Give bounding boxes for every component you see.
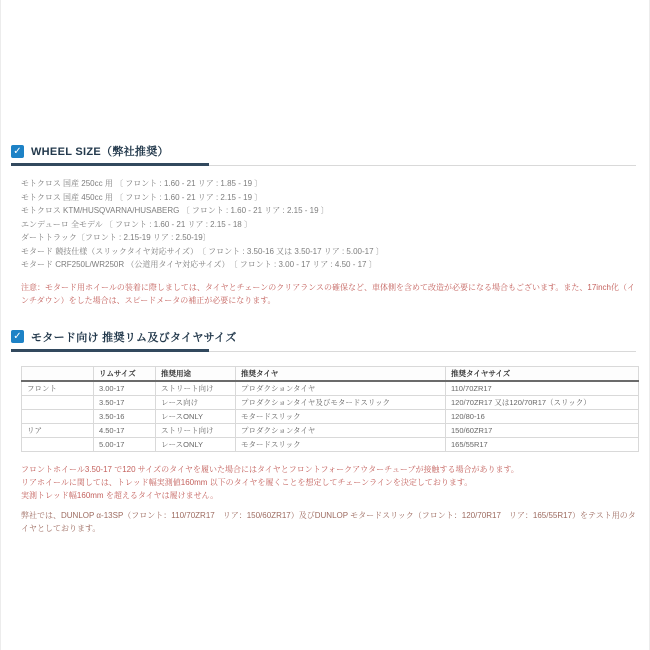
red-note-line: フロントホイール3.50-17 で120 サイズのタイヤを履いた場合にはタイヤとフロントフォークアウターチューブが接触する場合があります。: [21, 464, 519, 474]
rim-size-cell: 3.50-17: [94, 395, 156, 409]
use-cell: ストリート向け: [156, 381, 236, 396]
section-motard-sizes: [11, 329, 636, 535]
table-row: [22, 381, 639, 396]
wheel-size-title: WHEEL SIZE（弊社推奨）: [31, 146, 169, 158]
rim-size-cell: 5.00-17: [94, 437, 156, 451]
list-item: モトクロス KTM/HUSQVARNA/HUSABERG 〔 フロント : 1.60 - 21 リア : 2.15 - 19 〕: [21, 206, 329, 215]
row-label-cell: [22, 395, 94, 409]
use-cell: レース向け: [156, 395, 236, 409]
red-notes: [21, 463, 636, 502]
use-cell: レースONLY: [156, 409, 236, 423]
red-note-line: 実測トレッド幅160mm を超えるタイヤは履けません。: [21, 490, 219, 500]
table-row: [22, 409, 639, 423]
tire-cell: モタードスリック: [236, 409, 446, 423]
wheel-size-header: [11, 143, 636, 159]
tire-cell: プロダクションタイヤ: [236, 381, 446, 396]
header-cell-use: 推奨用途: [156, 366, 236, 381]
page-content: [1, 0, 649, 535]
checkbox-icon: ✓: [11, 330, 24, 343]
use-cell: ストリート向け: [156, 423, 236, 437]
list-item: モタード 競技仕様（スリックタイヤ対応サイズ） 〔 フロント : 3.50-16 又は 3.50-17 リア : 5.00-17 〕: [21, 246, 384, 256]
motard-sizes-title: モタード向け 推奨リム及びタイヤサイズ: [31, 331, 237, 344]
rim-size-cell: 4.50-17: [94, 423, 156, 437]
tire-cell: プロダクションタイヤ: [236, 423, 446, 437]
tire-size-cell: 120/70ZR17 又は120/70R17（スリック）: [446, 395, 639, 409]
section-divider: [11, 349, 636, 352]
header-cell-blank: [22, 366, 94, 381]
header-cell-rim-size: リムサイズ: [94, 366, 156, 381]
list-item: エンデューロ 全モデル 〔 フロント : 1.60 - 21 リア : 2.15 - 18 〕: [21, 219, 252, 229]
tire-size-cell: 120/80-16: [446, 409, 639, 423]
red-note-line: リアホイールに関しては、トレッド幅実測値160mm 以下のタイヤを履くことを想定してチェーンラインを決定しております。: [21, 477, 473, 487]
wheel-size-list: [11, 177, 636, 272]
section-divider: [11, 163, 636, 166]
table-header-row: [22, 366, 639, 381]
header-cell-tire-size: 推奨タイヤサイズ: [446, 366, 639, 381]
use-cell: レースONLY: [156, 437, 236, 451]
list-item: モタード CRF250L/WR250R （公道用タイヤ対応サイズ） 〔 フロント : 3.00 - 17 リア : 4.50 - 17 〕: [21, 260, 377, 269]
caution-note: 注意：モタード用ホイールの装着に際しましては、タイヤとチェーンのクリアランスの確保など、車体側を含めて改造が必要になる場合もございます。また、17inch化（インチダウン）をした場合は、スピードメータの補正が必要になります。: [21, 282, 635, 305]
tire-size-cell: 150/60ZR17: [446, 423, 639, 437]
list-item: ダートトラック〔フロント : 2.15-19 リア : 2.50-19〕: [21, 233, 211, 242]
rim-size-cell: 3.00-17: [94, 381, 156, 396]
section-wheel-size: [11, 143, 636, 307]
row-label-cell: リア: [22, 423, 94, 437]
rim-tire-table: [21, 366, 639, 452]
tire-size-cell: 165/55R17: [446, 437, 639, 451]
checkbox-icon: ✓: [11, 145, 24, 158]
row-label-cell: [22, 409, 94, 423]
row-label-cell: [22, 437, 94, 451]
header-cell-tire: 推奨タイヤ: [236, 366, 446, 381]
motard-sizes-header: [11, 329, 636, 345]
table-row: [22, 395, 639, 409]
table-row: [22, 423, 639, 437]
list-item: モトクロス 国産 250cc 用 〔 フロント : 1.60 - 21 リア : 1.85 - 19 〕: [21, 179, 263, 188]
list-item: モトクロス 国産 450cc 用 〔 フロント : 1.60 - 21 リア : 2.15 - 19 〕: [21, 192, 263, 202]
closing-note: 弊社では、DUNLOP α-13SP（フロント：110/70ZR17 リア：150/60ZR17）及びDUNLOP モタードスリック（フロント：120/70R17 リア：165/55R17）をテスト用のタイヤとしております。: [21, 510, 636, 533]
table-row: [22, 437, 639, 451]
tire-cell: プロダクションタイヤ及びモタードスリック: [236, 395, 446, 409]
rim-size-cell: 3.50-16: [94, 409, 156, 423]
tire-size-cell: 110/70ZR17: [446, 381, 639, 396]
tire-cell: モタードスリック: [236, 437, 446, 451]
row-label-cell: フロント: [22, 381, 94, 396]
